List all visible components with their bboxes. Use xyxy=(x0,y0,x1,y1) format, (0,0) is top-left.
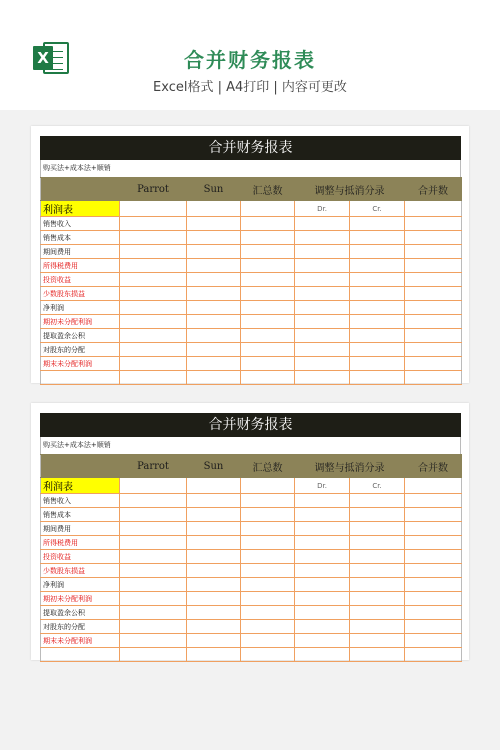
report-sheet-2 xyxy=(31,403,469,660)
table-cell[interactable] xyxy=(350,508,405,522)
row-label: 对股东的分配 xyxy=(41,620,120,634)
table-cell[interactable] xyxy=(120,273,187,287)
table-cell[interactable] xyxy=(295,343,350,357)
table-cell[interactable] xyxy=(187,259,241,273)
table-cell[interactable] xyxy=(187,606,241,620)
table-cell[interactable] xyxy=(120,578,187,592)
table-row xyxy=(41,634,462,648)
table-row xyxy=(41,371,462,385)
table-cell[interactable] xyxy=(405,273,462,287)
table-cell[interactable] xyxy=(350,494,405,508)
table-cell[interactable] xyxy=(120,550,187,564)
row-label: 少数股东损益 xyxy=(41,287,120,301)
row-label: 期间费用 xyxy=(41,245,120,259)
debit-subheader: Dr. xyxy=(295,478,350,494)
section-label-income-statement: 利润表 xyxy=(41,201,120,217)
table-cell[interactable] xyxy=(187,536,241,550)
table-cell[interactable] xyxy=(405,550,462,564)
table-cell[interactable] xyxy=(295,578,350,592)
debit-subheader: Dr. xyxy=(295,201,350,217)
table-cell[interactable] xyxy=(187,343,241,357)
table-cell[interactable] xyxy=(241,478,295,494)
column-header-parrot: Parrot xyxy=(120,178,187,201)
column-header-sun: Sun xyxy=(187,178,241,201)
table-cell[interactable] xyxy=(241,606,295,620)
table-cell[interactable] xyxy=(405,315,462,329)
table-cell[interactable] xyxy=(241,273,295,287)
table-cell[interactable] xyxy=(405,536,462,550)
table-cell[interactable] xyxy=(350,522,405,536)
table-cell[interactable] xyxy=(187,478,241,494)
table-cell[interactable] xyxy=(241,536,295,550)
row-label: 对股东的分配 xyxy=(41,343,120,357)
table-cell[interactable] xyxy=(187,508,241,522)
table-cell[interactable] xyxy=(295,357,350,371)
table-body xyxy=(41,494,462,662)
table-cell[interactable] xyxy=(405,329,462,343)
table-cell[interactable] xyxy=(405,578,462,592)
table-cell[interactable] xyxy=(187,301,241,315)
row-label: 净利润 xyxy=(41,301,120,315)
table-cell[interactable] xyxy=(295,592,350,606)
table-cell[interactable] xyxy=(295,522,350,536)
table-header-row xyxy=(41,455,462,478)
table-cell[interactable] xyxy=(350,231,405,245)
row-label: 期初未分配利润 xyxy=(41,592,120,606)
table-cell[interactable] xyxy=(295,508,350,522)
row-label: 提取盈余公积 xyxy=(41,329,120,343)
table-cell[interactable] xyxy=(187,648,241,662)
row-label: 销售收入 xyxy=(41,494,120,508)
table-cell[interactable] xyxy=(187,201,241,217)
table-row xyxy=(41,329,462,343)
table-cell[interactable] xyxy=(120,259,187,273)
row-label: 期末未分配利润 xyxy=(41,634,120,648)
table-cell[interactable] xyxy=(241,494,295,508)
report-table xyxy=(40,177,462,385)
table-cell[interactable] xyxy=(241,648,295,662)
table-cell[interactable] xyxy=(120,592,187,606)
table-cell[interactable] xyxy=(350,343,405,357)
table-cell[interactable] xyxy=(405,201,462,217)
table-cell[interactable] xyxy=(350,315,405,329)
table-row xyxy=(41,217,462,231)
table-cell[interactable] xyxy=(120,606,187,620)
table-cell[interactable] xyxy=(405,259,462,273)
page-header xyxy=(0,0,500,110)
table-cell[interactable] xyxy=(405,287,462,301)
row-label: 销售成本 xyxy=(41,231,120,245)
table-cell[interactable] xyxy=(241,564,295,578)
table-cell[interactable] xyxy=(350,606,405,620)
table-cell[interactable] xyxy=(120,201,187,217)
table-cell[interactable] xyxy=(295,217,350,231)
page-title: 合并财务报表 xyxy=(184,48,316,72)
table-cell[interactable] xyxy=(120,231,187,245)
table-cell[interactable] xyxy=(405,301,462,315)
table-cell[interactable] xyxy=(405,522,462,536)
column-header-blank xyxy=(41,178,120,201)
table-cell[interactable] xyxy=(405,564,462,578)
table-cell[interactable] xyxy=(187,550,241,564)
table-cell[interactable] xyxy=(120,217,187,231)
table-cell[interactable] xyxy=(405,634,462,648)
table-row xyxy=(41,620,462,634)
table-cell[interactable] xyxy=(187,592,241,606)
table-cell[interactable] xyxy=(295,287,350,301)
table-cell[interactable] xyxy=(187,245,241,259)
table-cell[interactable] xyxy=(405,620,462,634)
column-header-parrot: Parrot xyxy=(120,455,187,478)
row-label xyxy=(41,371,120,385)
table-cell[interactable] xyxy=(295,550,350,564)
row-label: 所得税费用 xyxy=(41,536,120,550)
table-cell[interactable] xyxy=(295,634,350,648)
row-label: 少数股东损益 xyxy=(41,564,120,578)
table-cell[interactable] xyxy=(350,245,405,259)
table-cell[interactable] xyxy=(241,329,295,343)
table-cell[interactable] xyxy=(405,478,462,494)
table-row xyxy=(41,301,462,315)
table-row xyxy=(41,536,462,550)
table-cell[interactable] xyxy=(120,634,187,648)
table-header-row xyxy=(41,178,462,201)
table-cell[interactable] xyxy=(405,371,462,385)
row-label: 提取盈余公积 xyxy=(41,606,120,620)
table-cell[interactable] xyxy=(120,343,187,357)
column-header-sun: Sun xyxy=(187,455,241,478)
table-cell[interactable] xyxy=(295,301,350,315)
table-row xyxy=(41,357,462,371)
table-cell[interactable] xyxy=(350,371,405,385)
table-cell[interactable] xyxy=(187,634,241,648)
credit-subheader: Cr. xyxy=(350,201,405,217)
table-cell[interactable] xyxy=(241,287,295,301)
table-cell[interactable] xyxy=(187,315,241,329)
row-label: 期末未分配利润 xyxy=(41,357,120,371)
table-cell[interactable] xyxy=(241,201,295,217)
table-cell[interactable] xyxy=(405,592,462,606)
table-cell[interactable] xyxy=(187,287,241,301)
table-cell[interactable] xyxy=(405,606,462,620)
consolidation-method: 购买法+成本法+顺销 xyxy=(40,160,461,177)
table-row xyxy=(41,494,462,508)
table-cell[interactable] xyxy=(120,357,187,371)
table-cell[interactable] xyxy=(405,231,462,245)
table-row xyxy=(41,578,462,592)
table-cell[interactable] xyxy=(120,245,187,259)
table-row xyxy=(41,648,462,662)
table-cell[interactable] xyxy=(405,648,462,662)
row-label: 投资收益 xyxy=(41,273,120,287)
table-cell[interactable] xyxy=(187,217,241,231)
table-cell[interactable] xyxy=(350,634,405,648)
table-cell[interactable] xyxy=(187,522,241,536)
table-cell[interactable] xyxy=(295,648,350,662)
table-cell[interactable] xyxy=(120,329,187,343)
row-label xyxy=(41,648,120,662)
table-cell[interactable] xyxy=(187,578,241,592)
table-row xyxy=(41,231,462,245)
table-cell[interactable] xyxy=(241,620,295,634)
table-cell[interactable] xyxy=(241,592,295,606)
credit-subheader: Cr. xyxy=(350,478,405,494)
table-cell[interactable] xyxy=(405,343,462,357)
table-cell[interactable] xyxy=(350,259,405,273)
table-cell[interactable] xyxy=(405,357,462,371)
row-label: 所得税费用 xyxy=(41,259,120,273)
table-cell[interactable] xyxy=(241,578,295,592)
table-cell[interactable] xyxy=(187,494,241,508)
page-subtitle: Excel格式 | A4打印 | 内容可更改 xyxy=(153,80,347,95)
table-row xyxy=(41,550,462,564)
table-cell[interactable] xyxy=(120,522,187,536)
table-cell[interactable] xyxy=(350,648,405,662)
table-cell[interactable] xyxy=(241,315,295,329)
table-cell[interactable] xyxy=(241,634,295,648)
table-row xyxy=(41,259,462,273)
table-cell[interactable] xyxy=(295,620,350,634)
sheet-title: 合并财务报表 xyxy=(40,413,461,437)
excel-letter-badge: X xyxy=(33,46,53,70)
table-row xyxy=(41,201,462,217)
table-cell[interactable] xyxy=(120,564,187,578)
row-label: 销售收入 xyxy=(41,217,120,231)
table-cell[interactable] xyxy=(120,301,187,315)
table-row xyxy=(41,315,462,329)
table-cell[interactable] xyxy=(120,536,187,550)
table-cell[interactable] xyxy=(350,301,405,315)
table-cell[interactable] xyxy=(405,217,462,231)
row-label: 期初未分配利润 xyxy=(41,315,120,329)
table-cell[interactable] xyxy=(350,329,405,343)
table-cell[interactable] xyxy=(120,508,187,522)
row-label: 投资收益 xyxy=(41,550,120,564)
row-label: 净利润 xyxy=(41,578,120,592)
table-cell[interactable] xyxy=(120,494,187,508)
table-cell[interactable] xyxy=(350,287,405,301)
table-cell[interactable] xyxy=(241,259,295,273)
table-cell[interactable] xyxy=(350,620,405,634)
table-cell[interactable] xyxy=(187,231,241,245)
table-row xyxy=(41,343,462,357)
table-row xyxy=(41,273,462,287)
table-row xyxy=(41,478,462,494)
table-cell[interactable] xyxy=(295,315,350,329)
table-cell[interactable] xyxy=(350,357,405,371)
table-cell[interactable] xyxy=(187,620,241,634)
table-cell[interactable] xyxy=(120,287,187,301)
row-label: 期间费用 xyxy=(41,522,120,536)
table-cell[interactable] xyxy=(120,371,187,385)
table-body xyxy=(41,217,462,385)
table-cell[interactable] xyxy=(295,259,350,273)
table-cell[interactable] xyxy=(295,494,350,508)
column-header-adjustments: 调整与抵消分录 xyxy=(295,178,405,201)
column-header-consolidated: 合并数 xyxy=(405,455,462,478)
table-row xyxy=(41,606,462,620)
table-cell[interactable] xyxy=(241,357,295,371)
table-cell[interactable] xyxy=(350,536,405,550)
table-cell[interactable] xyxy=(241,343,295,357)
table-row xyxy=(41,592,462,606)
table-cell[interactable] xyxy=(241,217,295,231)
consolidation-method: 购买法+成本法+顺销 xyxy=(40,437,461,454)
table-cell[interactable] xyxy=(295,564,350,578)
table-cell[interactable] xyxy=(120,315,187,329)
column-header-total: 汇总数 xyxy=(241,178,295,201)
table-cell[interactable] xyxy=(120,478,187,494)
sheet-title: 合并财务报表 xyxy=(40,136,461,160)
report-sheet-1 xyxy=(31,126,469,383)
row-label: 销售成本 xyxy=(41,508,120,522)
table-cell[interactable] xyxy=(241,245,295,259)
table-cell[interactable] xyxy=(187,357,241,371)
table-row xyxy=(41,564,462,578)
table-cell[interactable] xyxy=(295,536,350,550)
report-table xyxy=(40,454,462,662)
table-row xyxy=(41,508,462,522)
table-cell[interactable] xyxy=(295,245,350,259)
table-row xyxy=(41,287,462,301)
table-cell[interactable] xyxy=(295,371,350,385)
table-cell[interactable] xyxy=(241,508,295,522)
table-cell[interactable] xyxy=(187,329,241,343)
table-cell[interactable] xyxy=(295,606,350,620)
section-label-income-statement: 利润表 xyxy=(41,478,120,494)
column-header-total: 汇总数 xyxy=(241,455,295,478)
table-cell[interactable] xyxy=(241,231,295,245)
table-cell[interactable] xyxy=(187,273,241,287)
table-cell[interactable] xyxy=(350,592,405,606)
table-cell[interactable] xyxy=(295,231,350,245)
table-cell[interactable] xyxy=(350,217,405,231)
table-cell[interactable] xyxy=(405,508,462,522)
table-cell[interactable] xyxy=(187,371,241,385)
column-header-consolidated: 合并数 xyxy=(405,178,462,201)
table-cell[interactable] xyxy=(295,329,350,343)
table-cell[interactable] xyxy=(120,620,187,634)
table-cell[interactable] xyxy=(405,494,462,508)
table-cell[interactable] xyxy=(405,245,462,259)
table-cell[interactable] xyxy=(295,273,350,287)
table-cell[interactable] xyxy=(350,578,405,592)
table-cell[interactable] xyxy=(241,301,295,315)
table-cell[interactable] xyxy=(350,550,405,564)
table-row xyxy=(41,522,462,536)
table-cell[interactable] xyxy=(241,522,295,536)
table-cell[interactable] xyxy=(187,564,241,578)
table-cell[interactable] xyxy=(241,371,295,385)
column-header-adjustments: 调整与抵消分录 xyxy=(295,455,405,478)
table-cell[interactable] xyxy=(350,564,405,578)
table-cell[interactable] xyxy=(350,273,405,287)
table-cell[interactable] xyxy=(120,648,187,662)
column-header-blank xyxy=(41,455,120,478)
table-row xyxy=(41,245,462,259)
table-cell[interactable] xyxy=(241,550,295,564)
